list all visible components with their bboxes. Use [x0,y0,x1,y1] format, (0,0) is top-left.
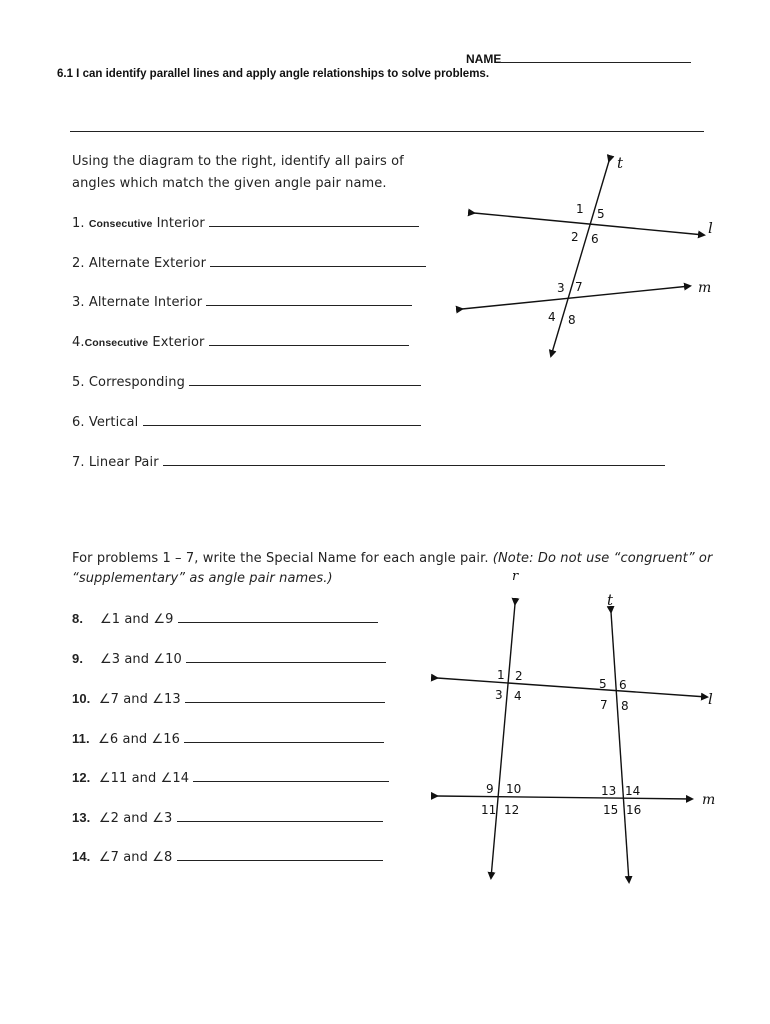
angle-3: 3 [557,281,565,295]
question-12: 12. ∠11 and ∠14 [72,769,389,786]
line-t [551,161,609,356]
angle-6: 6 [619,678,627,692]
line-t-2 [611,612,629,882]
angle-13: 13 [601,784,617,798]
answer-field-13[interactable] [177,809,383,822]
section-divider [70,131,704,132]
question-8: 8. ∠1 and ∠9 [72,610,378,627]
angle-16: 16 [626,803,642,817]
angle-7: 7 [575,280,583,294]
part2-instructions-line2: “supplementary” as angle pair names.) [72,571,333,586]
line-l [474,213,704,235]
angle-1: 1 [497,668,505,682]
name-field[interactable] [501,51,691,63]
angle-8: 8 [568,313,576,327]
angle-1: 1 [576,202,584,216]
label-t: t [617,154,624,172]
answer-field-2[interactable] [210,254,426,267]
transversal-diagram-1 [450,150,730,365]
answer-field-10[interactable] [185,690,385,703]
angle-12: 12 [504,803,520,817]
answer-field-11[interactable] [184,730,384,743]
line-r [491,604,515,878]
question-11: 11. ∠6 and ∠16 [72,730,384,747]
label-t-2: t [607,591,614,609]
angle-14: 14 [625,784,641,798]
answer-field-3[interactable] [206,293,412,306]
question-4: 4.Consecutive Exterior [72,333,409,350]
answer-field-5[interactable] [189,373,421,386]
angle-2: 2 [515,669,523,683]
angle-5: 5 [597,207,605,221]
part2-instructions-line1: For problems 1 – 7, write the Special Name for each angle pair. (Note: Do not use “congruent” or [72,551,713,566]
answer-field-6[interactable] [143,413,421,426]
question-5: 5. Corresponding [72,373,421,390]
question-2: 2. Alternate Exterior [72,254,426,271]
transversal-diagram-2 [425,565,730,890]
angle-11: 11 [481,803,497,817]
angle-15: 15 [603,803,619,817]
question-7: 7. Linear Pair [72,453,665,470]
answer-field-1[interactable] [209,214,419,227]
line-l-2 [437,678,707,697]
angle-4: 4 [514,689,522,703]
angle-7: 7 [600,698,608,712]
name-label: NAME [466,51,691,66]
answer-field-14[interactable] [177,848,383,861]
answer-field-12[interactable] [193,769,389,782]
question-13: 13. ∠2 and ∠3 [72,809,383,826]
label-l-2: l [708,690,713,708]
question-1: 1. Consecutive Interior [72,214,419,231]
answer-field-4[interactable] [209,333,409,346]
question-9: 9. ∠3 and ∠10 [72,650,386,667]
answer-field-9[interactable] [186,650,386,663]
angle-5: 5 [599,677,607,691]
angle-3: 3 [495,688,503,702]
question-10: 10. ∠7 and ∠13 [72,690,385,707]
angle-2: 2 [571,230,579,244]
label-l: l [708,219,713,237]
label-m: m [698,280,712,296]
angle-10: 10 [506,782,522,796]
part1-instructions-line2: angles which match the given angle pair name. [72,176,387,191]
angle-6: 6 [591,232,599,246]
angle-4: 4 [548,310,556,324]
answer-field-7[interactable] [163,453,665,466]
part1-instructions-line1: Using the diagram to the right, identify all pairs of [72,154,404,169]
angle-symbol: ∠ [99,612,112,627]
angle-8: 8 [621,699,629,713]
angle-9: 9 [486,782,494,796]
answer-field-8[interactable] [178,610,378,623]
line-m-2 [437,796,692,799]
objective-statement: 6.1 I can identify parallel lines and apply angle relationships to solve problems. [57,68,490,80]
question-6: 6. Vertical [72,413,421,430]
label-m-2: m [702,792,716,808]
label-r: r [512,569,519,584]
question-3: 3. Alternate Interior [72,293,412,310]
question-14: 14. ∠7 and ∠8 [72,848,383,865]
